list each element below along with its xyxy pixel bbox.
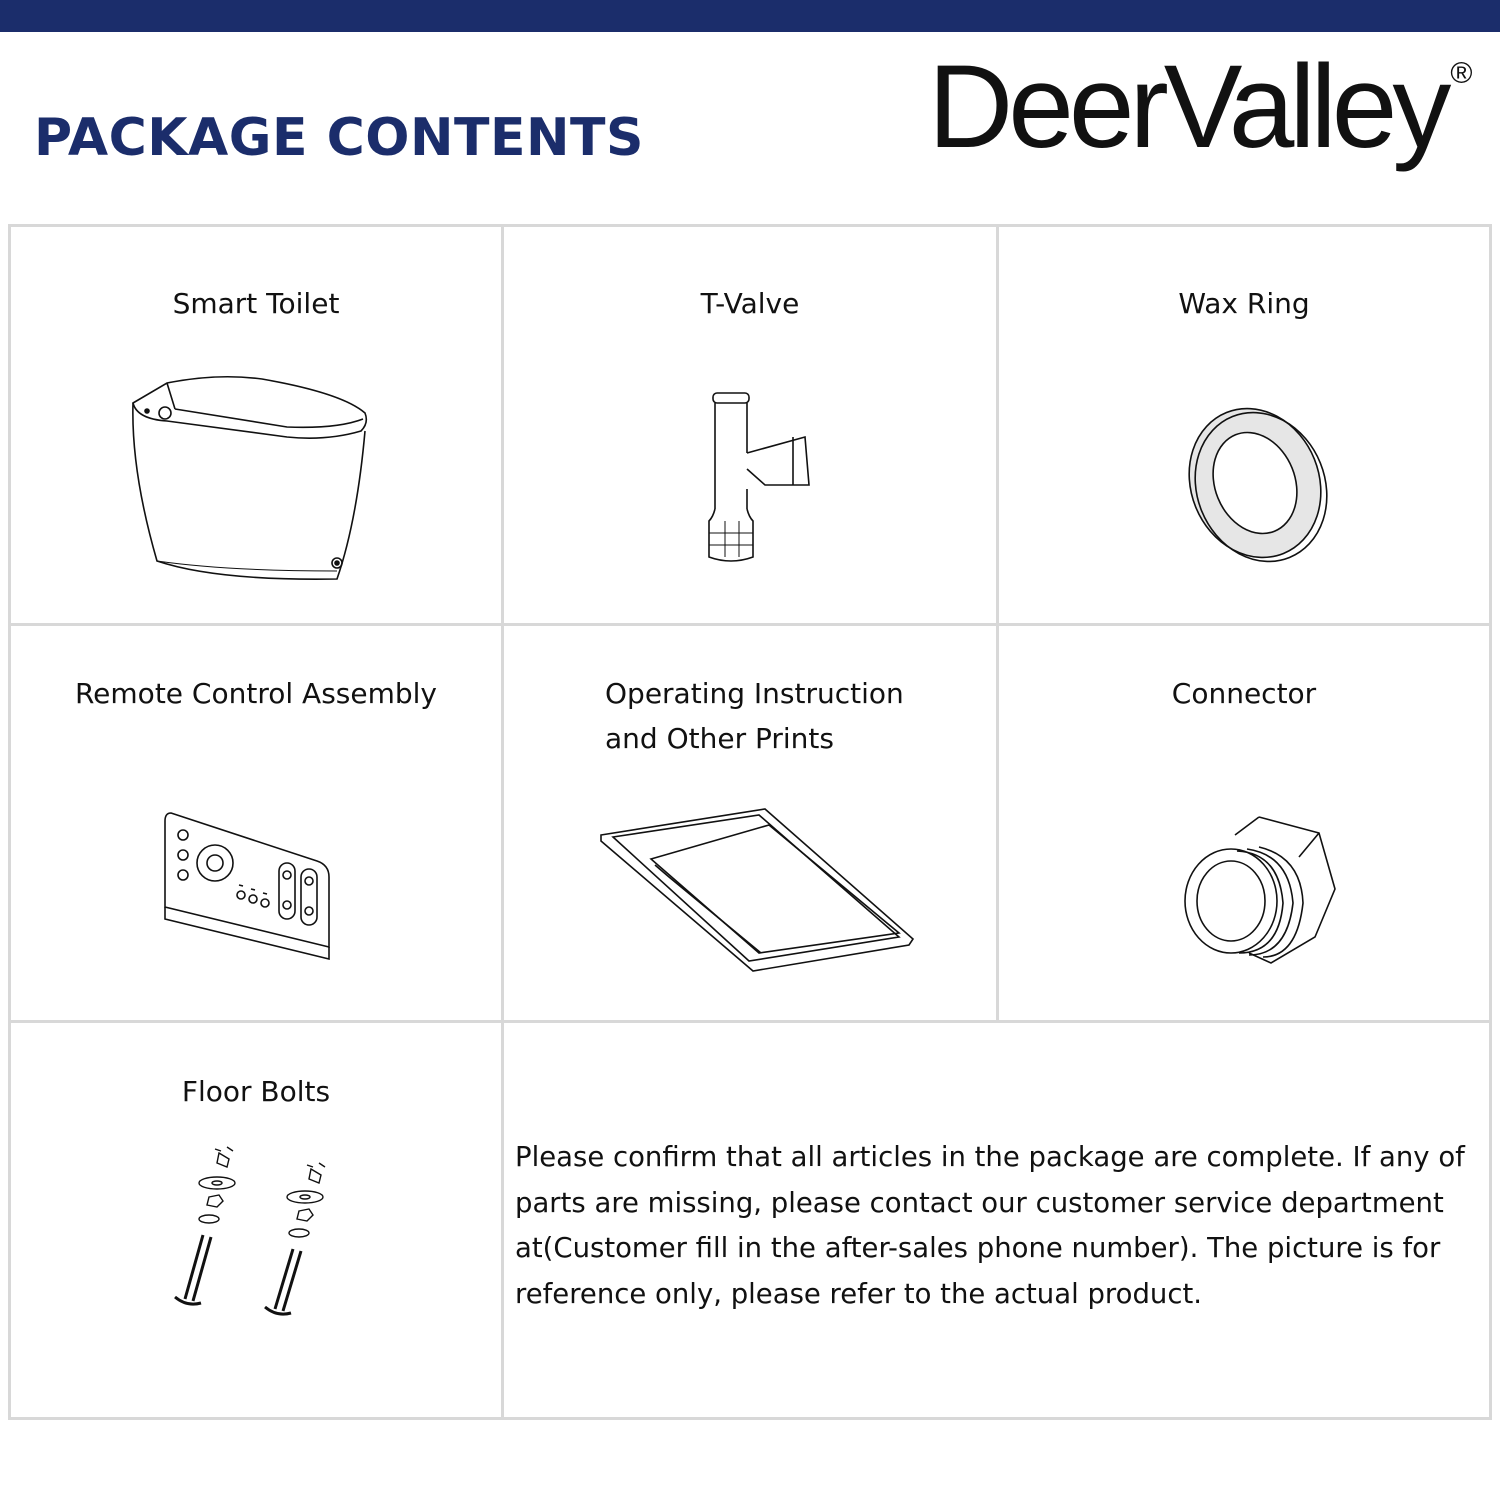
item-label-floor-bolts: Floor Bolts bbox=[181, 1075, 331, 1108]
connector-icon bbox=[1179, 813, 1339, 965]
item-label-operating-instruction: Operating Instruction bbox=[605, 677, 904, 710]
floor-bolts-icon bbox=[165, 1145, 345, 1315]
item-label-wax-ring: Wax Ring bbox=[1178, 287, 1310, 320]
brand-name: DeerValley bbox=[928, 41, 1447, 173]
completeness-note: Please confirm that all articles in the package are complete. If any of parts are missing, please contact our customer service department at(Customer fill in the after-sales phone number). The picture is for reference only, please refer to the actual product. bbox=[515, 1141, 1465, 1310]
wax-ring-icon bbox=[1183, 403, 1333, 563]
brand-logo bbox=[928, 41, 1473, 173]
item-label-remote-control: Remote Control Assembly bbox=[74, 677, 437, 710]
grid-divider bbox=[501, 227, 504, 1417]
top-accent-bar bbox=[0, 0, 1500, 32]
page-title: PACKAGE CONTENTS bbox=[34, 108, 644, 168]
grid-divider bbox=[11, 623, 1489, 626]
item-label-t-valve: T-Valve bbox=[700, 287, 800, 320]
manual-prints-icon bbox=[599, 805, 915, 975]
registered-mark: ® bbox=[1450, 57, 1473, 90]
item-label-other-prints: and Other Prints bbox=[605, 722, 834, 755]
package-contents-grid bbox=[8, 224, 1492, 1420]
t-valve-icon bbox=[705, 389, 815, 564]
grid-divider bbox=[11, 1020, 1489, 1023]
item-label-smart-toilet: Smart Toilet bbox=[172, 287, 340, 320]
item-label-connector: Connector bbox=[1171, 677, 1317, 710]
remote-control-icon bbox=[157, 807, 337, 957]
smart-toilet-icon bbox=[127, 371, 377, 581]
